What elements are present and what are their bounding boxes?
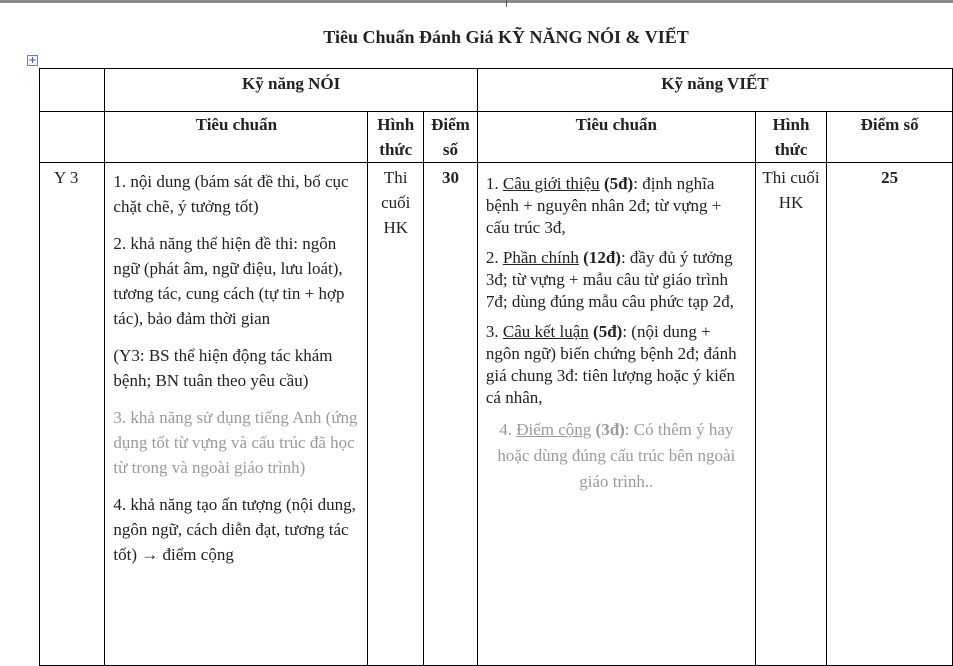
writing-criterion-3: 3. Câu kết luận (5đ): (nội dung + ngôn ngữ) biến chứng bệnh 2đ; đánh giá chung 3đ: tiên lượng hoặc ý kiến cá nhân, <box>485 322 737 407</box>
corner-cell <box>40 69 105 112</box>
ruler-tab-marker <box>506 0 507 7</box>
ruler-bar <box>0 0 953 3</box>
evaluation-table <box>39 68 953 666</box>
writing-criterion-4: 4. Điểm cộng (3đ): Có thêm ý hay hoặc dùng đúng cấu trúc bên ngoài giáo trình.. <box>497 420 736 491</box>
speaking-form-header: Hình thức <box>368 112 424 163</box>
speaking-criteria-cell <box>105 163 368 666</box>
table-row <box>40 163 953 666</box>
speaking-criterion-2: 2. khả năng thể hiện đề thi: ngôn ngữ (phát âm, ngữ điệu, lưu loát), tương tác, cung cách (tự tin + hợp tác), bảo đảm thời gian <box>113 234 345 328</box>
writing-form-cell: Thi cuối HK <box>755 163 827 666</box>
speaking-form-cell: Thi cuối HK <box>368 163 424 666</box>
header-row-columns <box>40 112 953 163</box>
writing-criterion-2: 2. Phần chính (12đ): đầy đủ ý tưởng 3đ; từ vựng + mẫu câu từ giáo trình 7đ; dùng đúng mẫu câu phức tạp 2đ, <box>485 248 734 311</box>
speaking-criterion-3: 3. khả năng sử dụng tiếng Anh (ứng dụng tốt từ vựng và cấu trúc đã học từ trong và ngoài giáo trình) <box>113 408 358 477</box>
writing-form-header: Hình thức <box>755 112 827 163</box>
row-label: Y 3 <box>40 163 105 666</box>
speaking-score-cell: 30 <box>424 163 478 666</box>
writing-criteria-cell <box>477 163 755 666</box>
empty-header-cell <box>40 112 105 163</box>
speaking-criterion-note: (Y3: BS thể hiện động tác khám bệnh; BN tuân theo yêu cầu) <box>113 346 333 390</box>
move-handle-icon[interactable]: + <box>28 55 37 66</box>
header-row-sections <box>40 69 953 112</box>
speaking-criterion-1: 1. nội dung (bám sát đề thi, bố cục chặt chẽ, ý tưởng tốt) <box>113 172 349 216</box>
page-title: Tiêu Chuẩn Đánh Giá KỸ NĂNG NÓI & VIẾT <box>323 27 689 47</box>
speaking-criteria-header: Tiêu chuẩn <box>105 112 368 163</box>
speaking-score-header: Điểm số <box>424 112 478 163</box>
speaking-section-header: Kỹ năng NÓI <box>105 69 477 112</box>
writing-criteria-header: Tiêu chuẩn <box>477 112 755 163</box>
writing-criterion-1: 1. Câu giới thiệu (5đ): định nghĩa bệnh + nguyên nhân 2đ; từ vựng + cấu trúc 3đ, <box>485 174 722 237</box>
writing-score-header: Điểm số <box>827 112 953 163</box>
writing-section-header: Kỹ năng VIẾT <box>477 69 952 112</box>
speaking-criterion-4: 4. khả năng tạo ấn tượng (nội dung, ngôn ngữ, cách diễn đạt, tương tác tốt) → điểm cộng <box>113 495 356 564</box>
writing-score-cell: 25 <box>827 163 953 666</box>
